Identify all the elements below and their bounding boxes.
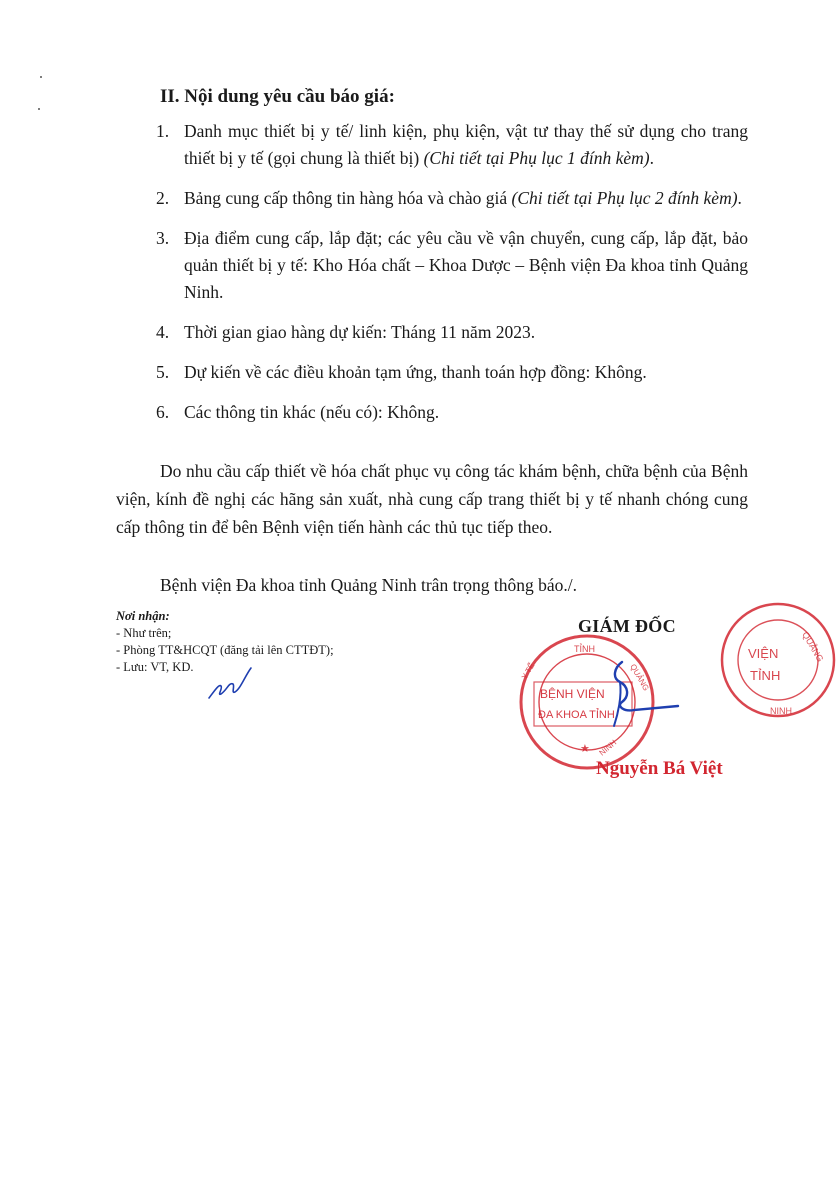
seal-text: TỈNH bbox=[574, 644, 595, 654]
list-item bbox=[156, 118, 748, 172]
recipient-line: - Phòng TT&HCQT (đăng tải lên CTTĐT); bbox=[116, 643, 334, 657]
seal-text: BỆNH VIỆN bbox=[540, 687, 605, 701]
item-number: 4. bbox=[156, 322, 170, 342]
seal-text: NINH bbox=[770, 706, 792, 716]
item-number: 2. bbox=[156, 188, 170, 208]
seal-text: QUẢNG bbox=[628, 662, 651, 693]
item-text bbox=[184, 185, 748, 212]
seal-text: QUẢNG bbox=[800, 630, 826, 664]
item-text: Thời gian giao hàng dự kiến: Tháng 11 năm 2023. bbox=[184, 322, 536, 342]
item-tail: . bbox=[649, 148, 654, 168]
item-text: Dự kiến về các điều khoản tạm ứng, thanh toán hợp đồng: Không. bbox=[184, 362, 647, 382]
item-text bbox=[184, 118, 748, 172]
partial-seal-stamp bbox=[720, 596, 840, 726]
scan-speck bbox=[38, 108, 40, 110]
recipient-line: - Lưu: VT, KD. bbox=[116, 660, 194, 674]
scan-speck bbox=[40, 76, 42, 78]
seal-text: TỈNH bbox=[750, 668, 781, 683]
section-heading: II. Nội dung yêu cầu báo giá: bbox=[160, 86, 395, 107]
item-number: 5. bbox=[156, 362, 170, 382]
svg-text:★: ★ bbox=[580, 742, 590, 755]
item-number: 1. bbox=[156, 121, 170, 141]
initials-signature bbox=[205, 660, 265, 704]
list-item bbox=[156, 185, 748, 212]
seal-text: Y TẾ bbox=[519, 661, 537, 681]
recipient-line: - Như trên; bbox=[116, 626, 172, 640]
list-item bbox=[156, 225, 748, 306]
list-item bbox=[156, 359, 748, 386]
item-tail: . bbox=[737, 188, 742, 208]
seal-text: VIỆN bbox=[748, 646, 779, 661]
item-number: 3. bbox=[156, 228, 170, 248]
list-item bbox=[156, 399, 748, 426]
seal-text: NINH bbox=[597, 738, 619, 758]
item-body: Bảng cung cấp thông tin hàng hóa và chào giá bbox=[184, 188, 512, 208]
item-italic-note: (Chi tiết tại Phụ lục 1 đính kèm) bbox=[423, 148, 650, 168]
signer-name: Nguyễn Bá Việt bbox=[596, 758, 723, 779]
director-signature bbox=[600, 656, 690, 736]
recipients-label: Nơi nhận: bbox=[116, 609, 170, 623]
list-item bbox=[156, 319, 748, 346]
item-italic-note: (Chi tiết tại Phụ lục 2 đính kèm) bbox=[511, 188, 738, 208]
requirement-list bbox=[156, 118, 748, 439]
item-number: 6. bbox=[156, 402, 170, 422]
signer-title: GIÁM ĐỐC bbox=[578, 616, 676, 636]
seal-text: ĐA KHOA TỈNH bbox=[538, 709, 615, 721]
item-text: Các thông tin khác (nếu có): Không. bbox=[184, 402, 440, 422]
item-text: Địa điểm cung cấp, lắp đặt; các yêu cầu về vận chuyển, cung cấp, lắp đặt, bảo quản thiết bị y tế: Kho Hóa chất – Khoa Dược – Bệnh viện Đa khoa tỉnh Quảng Ninh. bbox=[184, 228, 748, 302]
closing-paragraph: Bệnh viện Đa khoa tỉnh Quảng Ninh trân trọng thông báo./. bbox=[160, 575, 578, 595]
request-paragraph: Do nhu cầu cấp thiết về hóa chất phục vụ công tác khám bệnh, chữa bệnh của Bệnh viện, kính đề nghị các hãng sản xuất, nhà cung cấp trang thiết bị y tế nhanh chóng cung cấp thông tin để bên Bệnh viện tiến hành các thủ tục tiếp theo. bbox=[116, 461, 748, 537]
item-body: Danh mục thiết bị y tế/ linh kiện, phụ kiện, vật tư thay thế sử dụng cho trang thiết bị y tế (gọi chung là thiết bị) bbox=[184, 121, 748, 168]
